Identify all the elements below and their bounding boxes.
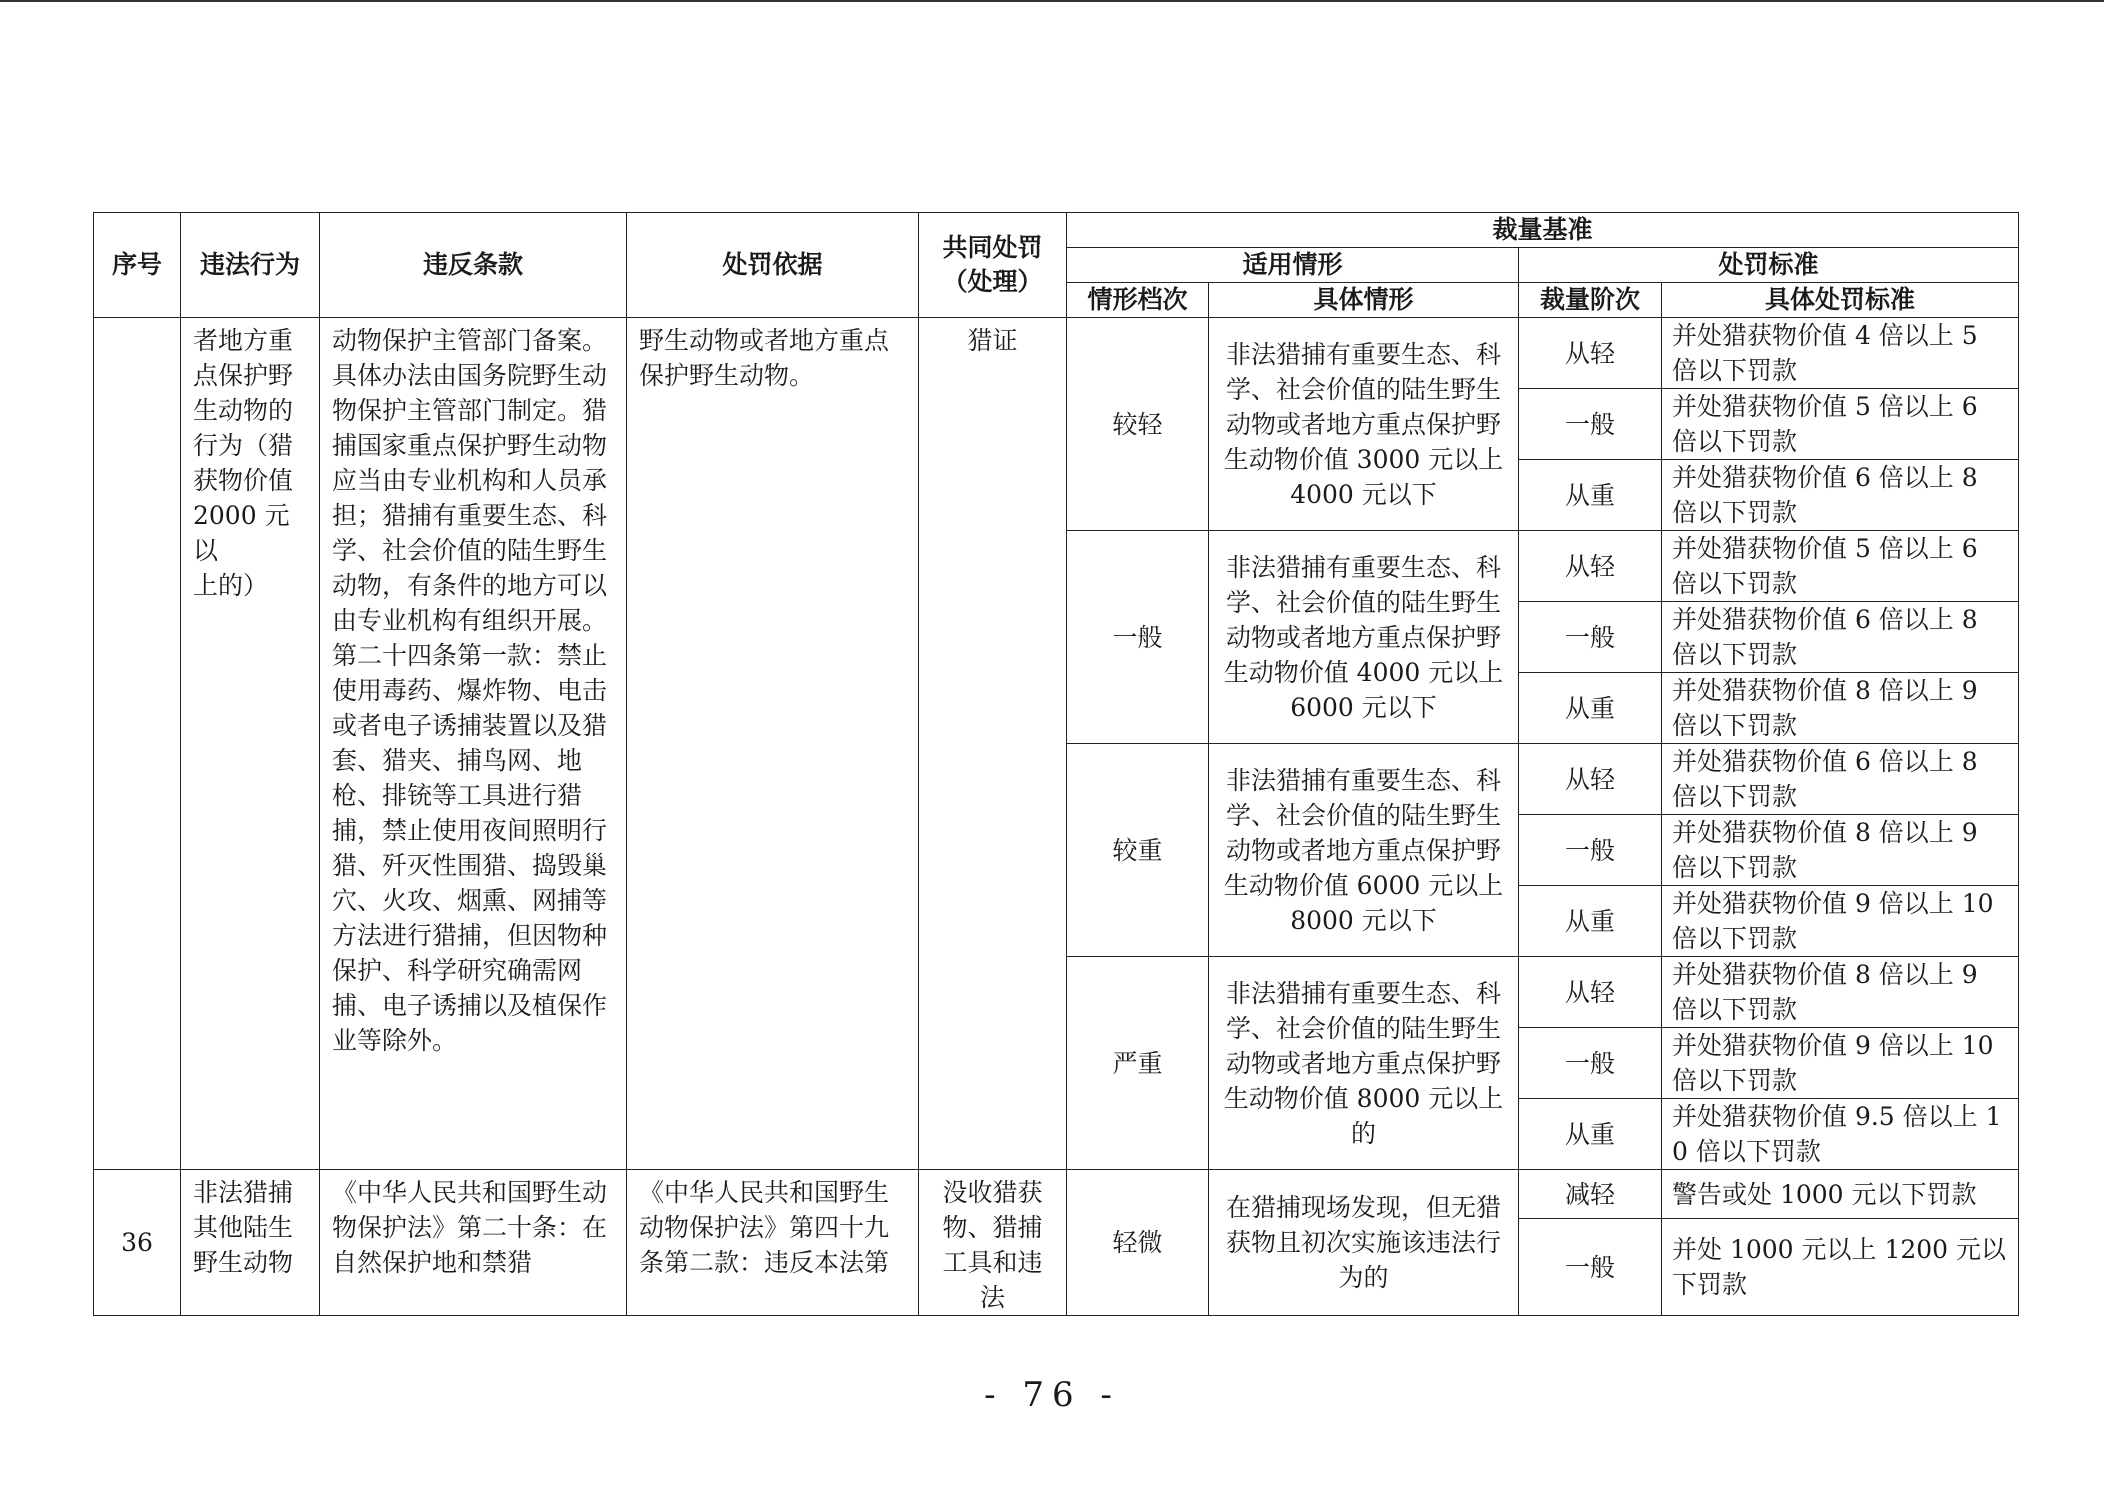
penalty-standard-cell: 并处猎获物价值 6 倍以上 8 倍以下罚款 (1662, 602, 2019, 673)
specific-situation-cell: 非法猎捕有重要生态、科学、社会价值的陆生野生动物或者地方重点保护野生动物价值 4000 元以上 6000 元以下 (1209, 531, 1519, 744)
header-penalty-standard: 处罚标准 (1519, 248, 2019, 283)
clause-cell: 《中华人民共和国野生动物保护法》第二十条：在自然保护地和禁猎 (320, 1170, 627, 1316)
header-specific-situation: 具体情形 (1209, 283, 1519, 318)
discretion-step-cell: 一般 (1519, 389, 1662, 460)
penalty-standard-cell: 并处猎获物价值 8 倍以上 9 倍以下罚款 (1662, 957, 2019, 1028)
table-row (94, 1170, 2019, 1219)
penalty-standard-cell: 并处猎获物价值 4 倍以上 5 倍以下罚款 (1662, 318, 2019, 389)
top-border-line (0, 0, 2104, 2)
discretion-step-cell: 从轻 (1519, 531, 1662, 602)
discretion-step-cell: 从重 (1519, 1099, 1662, 1170)
table-row (94, 318, 2019, 389)
header-discretion-standard: 裁量基准 (1067, 213, 2019, 248)
penalty-standard-cell: 并处猎获物价值 5 倍以上 6 倍以下罚款 (1662, 389, 2019, 460)
penalty-standard-cell: 并处猎获物价值 6 倍以上 8 倍以下罚款 (1662, 744, 2019, 815)
header-situation-level: 情形档次 (1067, 283, 1209, 318)
penalty-standard-cell: 警告或处 1000 元以下罚款 (1662, 1170, 2019, 1219)
header-applicable-situation: 适用情形 (1067, 248, 1519, 283)
penalty-standard-cell: 并处猎获物价值 8 倍以上 9 倍以下罚款 (1662, 815, 2019, 886)
situation-level-cell: 轻微 (1067, 1170, 1209, 1316)
penalty-standard-cell: 并处 1000 元以上 1200 元以下罚款 (1662, 1219, 2019, 1316)
specific-situation-cell: 非法猎捕有重要生态、科学、社会价值的陆生野生动物或者地方重点保护野生动物价值 8000 元以上的 (1209, 957, 1519, 1170)
discretion-step-cell: 从重 (1519, 460, 1662, 531)
header-basis: 处罚依据 (627, 213, 919, 318)
header-behavior: 违法行为 (181, 213, 320, 318)
seq-cell (94, 318, 181, 1170)
situation-level-cell: 较轻 (1067, 318, 1209, 531)
discretion-step-cell: 一般 (1519, 815, 1662, 886)
penalty-discretion-table (93, 212, 2019, 1316)
discretion-step-cell: 从重 (1519, 886, 1662, 957)
discretion-step-cell: 一般 (1519, 1028, 1662, 1099)
behavior-cell: 非法猎捕 其他陆生 野生动物 (181, 1170, 320, 1316)
situation-level-cell: 一般 (1067, 531, 1209, 744)
common-penalty-cell: 没收猎获物、猎捕工具和违法 (919, 1170, 1067, 1316)
seq-cell: 36 (94, 1170, 181, 1316)
penalty-standard-cell: 并处猎获物价值 8 倍以上 9 倍以下罚款 (1662, 673, 2019, 744)
header-clause: 违反条款 (320, 213, 627, 318)
situation-level-cell: 严重 (1067, 957, 1209, 1170)
penalty-standard-cell: 并处猎获物价值 6 倍以上 8 倍以下罚款 (1662, 460, 2019, 531)
page-number: - 76 - (984, 1375, 1120, 1415)
discretion-step-cell: 从轻 (1519, 744, 1662, 815)
header-specific-penalty: 具体处罚标准 (1662, 283, 2019, 318)
specific-situation-cell: 非法猎捕有重要生态、科学、社会价值的陆生野生动物或者地方重点保护野生动物价值 3000 元以上 4000 元以下 (1209, 318, 1519, 531)
penalty-standard-cell: 并处猎获物价值 5 倍以上 6 倍以下罚款 (1662, 531, 2019, 602)
discretion-step-cell: 减轻 (1519, 1170, 1662, 1219)
penalty-standard-cell: 并处猎获物价值 9.5 倍以上 10 倍以下罚款 (1662, 1099, 2019, 1170)
header-discretion-level: 裁量阶次 (1519, 283, 1662, 318)
specific-situation-cell: 在猎捕现场发现，但无猎获物且初次实施该违法行为的 (1209, 1170, 1519, 1316)
header-common-penalty: 共同处罚 （处理） (919, 213, 1067, 318)
discretion-step-cell: 从重 (1519, 673, 1662, 744)
header-seq: 序号 (94, 213, 181, 318)
basis-cell: 《中华人民共和国野生动物保护法》第四十九条第二款：违反本法第 (627, 1170, 919, 1316)
penalty-standard-cell: 并处猎获物价值 9 倍以上 10 倍以下罚款 (1662, 1028, 2019, 1099)
discretion-step-cell: 从轻 (1519, 957, 1662, 1028)
situation-level-cell: 较重 (1067, 744, 1209, 957)
common-penalty-cell: 猎证 (919, 318, 1067, 1170)
discretion-step-cell: 一般 (1519, 1219, 1662, 1316)
clause-cell: 动物保护主管部门备案。具体办法由国务院野生动物保护主管部门制定。猎捕国家重点保护野生动物应当由专业机构和人员承担；猎捕有重要生态、科学、社会价值的陆生野生动物，有条件的地方可以由专业机构有组织开展。 第二十四条第一款：禁止使用毒药、爆炸物、电击或者电子诱捕装置以及猎套、猎夹、捕鸟网、地枪、排铳等工具进行猎捕，禁止使用夜间照明行猎、歼灭性围猎、捣毁巢穴、火攻、烟熏、网捕等方法进行猎捕，但因物种保护、科学研究确需网捕、电子诱捕以及植保作业等除外。 (320, 318, 627, 1170)
behavior-cell: 者地方重 点保护野 生动物的 行为（猎 获物价值 2000 元以 上的） (181, 318, 320, 1170)
specific-situation-cell: 非法猎捕有重要生态、科学、社会价值的陆生野生动物或者地方重点保护野生动物价值 6000 元以上 8000 元以下 (1209, 744, 1519, 957)
header-row-1 (94, 213, 2019, 248)
discretion-step-cell: 一般 (1519, 602, 1662, 673)
penalty-standard-cell: 并处猎获物价值 9 倍以上 10 倍以下罚款 (1662, 886, 2019, 957)
basis-cell: 野生动物或者地方重点保护野生动物。 (627, 318, 919, 1170)
discretion-step-cell: 从轻 (1519, 318, 1662, 389)
